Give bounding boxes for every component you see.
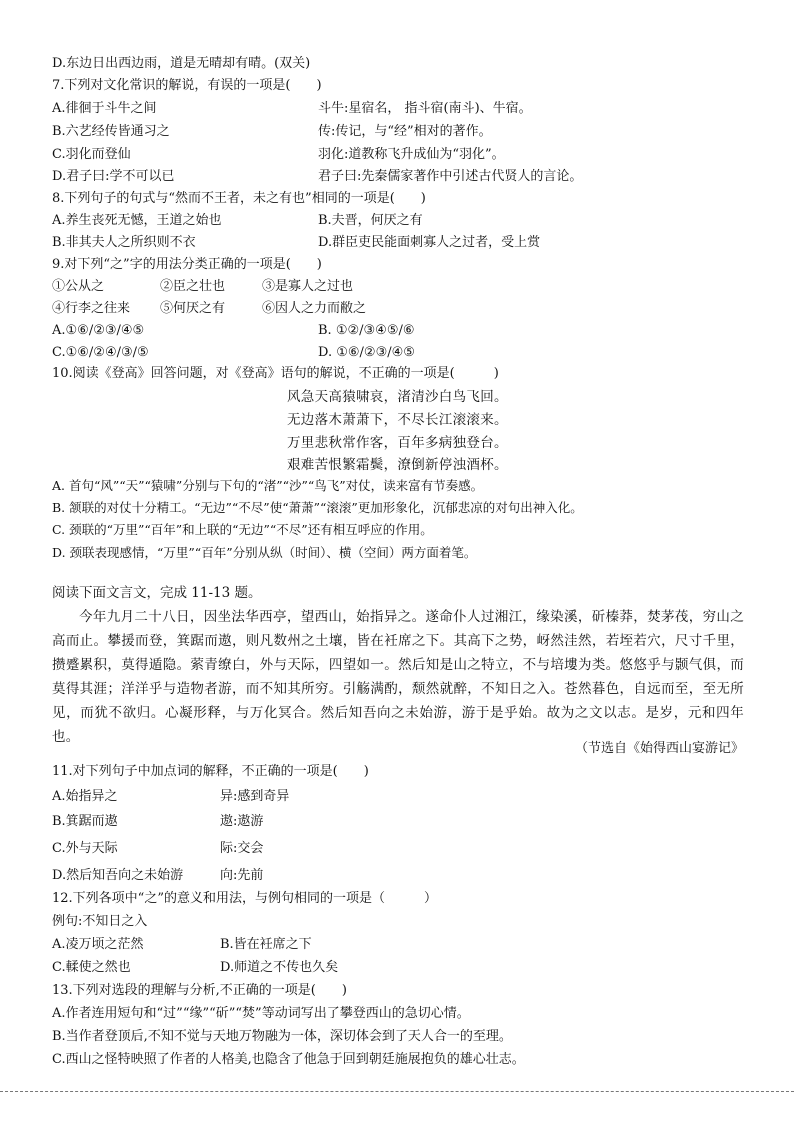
poem-line-4: 艰难苦恨繁霜鬓，潦倒新停浊酒杯。 xyxy=(287,457,508,473)
q10-option-d: D. 颈联表现感情，“万里”“百年”分别从纵（时间）、横（空间）两方面着笔。 xyxy=(52,545,477,560)
poem-line-1: 风急天高猿啸哀，渚清沙白鸟飞回。 xyxy=(287,389,508,405)
q9-item-6: ⑥因人之力而敝之 xyxy=(262,301,367,316)
q9-item-5: ⑤何厌之有 xyxy=(160,301,226,316)
q7-option-c: C.羽化而登仙 xyxy=(52,147,131,162)
q8-stem: 8.下列句子的句式与“然而不王者，未之有也”相同的一项是( ) xyxy=(52,191,426,206)
q9-option-b: B. ①②/③④⑤/⑥ xyxy=(318,323,415,338)
q13-option-c: C.西山之怪特映照了作者的人格美,也隐含了他急于回到朝廷施展抱负的雄心壮志。 xyxy=(52,1052,525,1067)
q12-option-d: D.师道之不传也久矣 xyxy=(220,960,339,975)
page-divider xyxy=(0,1091,794,1092)
q10-stem: 10.阅读《登高》回答问题，对《登高》语句的解说，不正确的一项是( ) xyxy=(52,366,499,381)
q10-option-a: A. 首句“风”“天”“猿啸”分别与下句的“渚”“沙”“鸟飞”对仗，读来富有节奏感。 xyxy=(52,478,484,493)
q9-item-2: ②臣之壮也 xyxy=(160,279,226,294)
q11-option-d: D.然后知吾向之未始游 xyxy=(52,868,184,883)
q13-option-b: B.当作者登顶后,不知不觉与天地万物融为一体，深切体会到了天人合一的至理。 xyxy=(52,1029,512,1044)
q11-note-d: 向:先前 xyxy=(220,868,264,883)
q12-option-b: B.皆在衽席之下 xyxy=(220,937,312,952)
q8-option-b: B.夫晋，何厌之有 xyxy=(318,213,423,228)
q7-note-b: 传:传记，与“经”相对的著作。 xyxy=(318,124,492,139)
q11-note-a: 异:感到奇异 xyxy=(220,789,290,804)
q13-option-a: A.作者连用短句和“过”“缘”“斫”“焚”等动词写出了攀登西山的急切心情。 xyxy=(52,1006,470,1021)
q11-option-c: C.外与天际 xyxy=(52,841,118,856)
q11-option-a: A.始指异之 xyxy=(52,789,118,804)
poem-line-3: 万里悲秋常作客，百年多病独登台。 xyxy=(287,435,508,451)
q11-note-b: 遨:遨游 xyxy=(220,814,264,829)
q7-stem: 7.下列对文化常识的解说，有误的一项是( ) xyxy=(52,78,322,93)
q12-example: 例句:不知日之入 xyxy=(52,914,148,929)
q9-item-1: ①公从之 xyxy=(52,279,105,294)
q6-option-d: D.东边日出西边雨，道是无晴却有晴。(双关) xyxy=(52,56,311,71)
q12-option-c: C.輮使之然也 xyxy=(52,960,131,975)
reading-intro: 阅读下面文言文，完成 11-13 题。 xyxy=(52,585,262,601)
q10-option-b: B. 颔联的对仗十分精工。“无边”“不尽”使“萧萧”“滚滚”更加形象化，沉郁悲凉的对句出神入化。 xyxy=(52,500,583,515)
q12-stem: 12.下列各项中“之”的意义和用法，与例句相同的一项是（ ） xyxy=(52,891,437,906)
q8-option-c: B.非其夫人之所织则不衣 xyxy=(52,235,196,250)
q9-option-a: A.①⑥/②③/④⑤ xyxy=(52,323,145,338)
q9-item-3: ③是寡人之过也 xyxy=(262,279,354,294)
q9-item-4: ④行李之往来 xyxy=(52,301,131,316)
q8-option-a: A.养生丧死无憾，王道之始也 xyxy=(52,213,222,228)
q7-note-c: 羽化:道教称飞升成仙为“羽化”。 xyxy=(318,147,505,162)
q7-option-b: B.六艺经传皆通习之 xyxy=(52,124,170,139)
q11-stem: 11.对下列句子中加点词的解释，不正确的一项是( ) xyxy=(52,764,369,779)
q9-stem: 9.对下列“之”字的用法分类正确的一项是( ) xyxy=(52,257,322,272)
q10-option-c: C. 颈联的“万里”“百年”和上联的“无边”“不尽”还有相互呼应的作用。 xyxy=(52,522,433,537)
q11-option-b: B.箕踞而遨 xyxy=(52,814,118,829)
q7-option-d: D.君子曰:学不可以已 xyxy=(52,169,175,184)
q7-note-a: 斗牛:星宿名， 指斗宿(南斗)、牛宿。 xyxy=(318,101,532,116)
q8-option-d: D.群臣吏民能面刺寡人之过者，受上赏 xyxy=(318,235,541,250)
passage-source: （节选自《始得西山宴游记》 xyxy=(574,741,744,756)
q9-option-d: D. ①⑥/②③/④⑤ xyxy=(318,345,415,360)
q13-stem: 13.下列对选段的理解与分析,不正确的一项是( ) xyxy=(52,983,347,998)
q7-note-d: 君子曰:先秦儒家著作中引述古代贤人的言论。 xyxy=(318,169,583,184)
q12-option-a: A.凌万顷之茫然 xyxy=(52,937,144,952)
poem-line-2: 无边落木萧萧下，不尽长江滚滚来。 xyxy=(287,412,508,428)
q11-note-c: 际:交会 xyxy=(220,841,264,856)
reading-passage: 今年九月二十八日，因坐法华西亭，望西山，始指异之。遂命仆人过湘江，缘染溪，斫榛莽，焚茅茷，穷山之高而止。攀援而登，箕踞而遨，则凡数州之土壤，皆在衽席之下。其高下之势，岈然洼然，若垤若穴，尺寸千里，攒蹙累积，莫得遁隐。萦青缭白，外与天际，四望如一。然后知是山之特立，不与培塿为类。悠悠乎与颢气俱，而莫得其涯；洋洋乎与造物者游，而不知其所穷。引觞满酌，颓然就醉，不知日之入。苍然暮色，自远而至，至无所见，而犹不欲归。心凝形释，与万化冥合。然后知吾向之未始游，游于是乎始。故为之文以志。是岁，元和四年也。 xyxy=(52,609,744,745)
q7-option-a: A.徘徊于斗牛之间 xyxy=(52,101,157,116)
q9-option-c: C.①⑥/②④/③/⑤ xyxy=(52,345,149,360)
